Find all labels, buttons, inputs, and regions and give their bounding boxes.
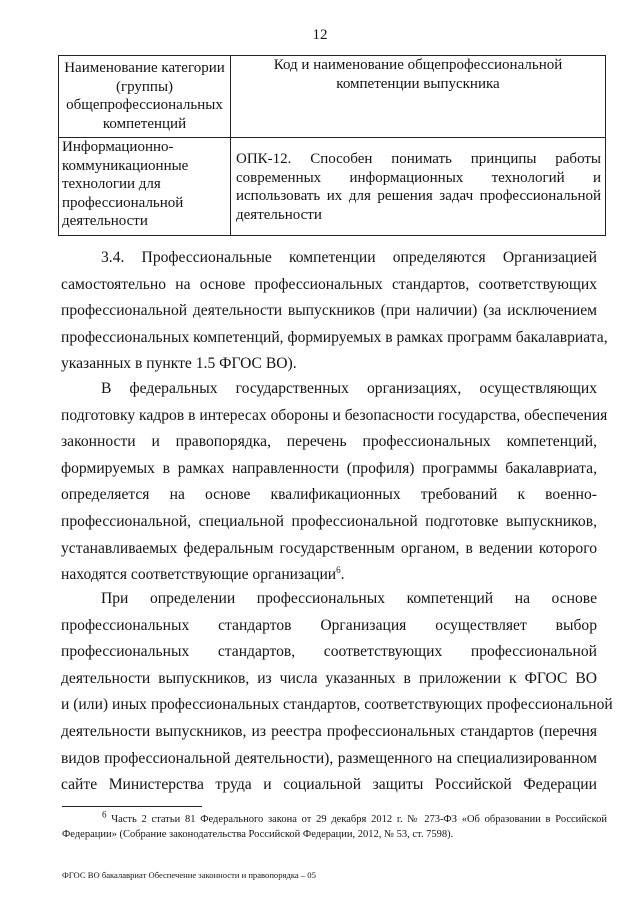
text-line: В федеральных государственных организациях, осуществляющих — [101, 380, 597, 397]
page-number: 12 — [312, 27, 328, 43]
table-header-row — [59, 56, 606, 138]
text-line: профессиональных компетенций, формируемых в рамках программ бакалавриата, — [61, 328, 608, 346]
text-line: деятельности выпускников, из реестра профессиональных стандартов (перечня — [61, 722, 597, 740]
text-line: профессиональных стандартов, соответствующих профессиональной — [61, 643, 597, 661]
text-line: деятельности выпускников, из числа указанных в приложении к ФГОС ВО — [61, 669, 597, 687]
text-line: и (или) иных профессиональных стандартов, соответствующих профессиональной — [61, 696, 613, 714]
footnote-line: Федерации» (Собрание законодательства Российской Федерации, 2012, № 53, ст. 7598). — [62, 828, 454, 840]
table-cell-competence: ОПК-12. Способен понимать принципы работы современных информационных технологий и использовать их для решения задач профессиональной деятельности — [231, 138, 606, 236]
text-line: профессиональных стандартов Организация осуществляет выбор — [61, 616, 597, 634]
text-line: устанавливаемых федеральным государственным органом, в ведении которого — [61, 539, 597, 557]
text-line: формируемых в рамках направленности (профиля) программы бакалавриата, — [61, 459, 597, 477]
text-line: При определении профессиональных компетенций на основе — [101, 590, 597, 607]
text-line: самостоятельно на основе профессиональных стандартов, соответствующих — [61, 275, 597, 293]
footnote-text: Часть 2 статьи 81 Федерального закона от 29 декабря 2012 г. № 273-ФЗ «Об образовании в Российской — [111, 814, 608, 825]
text-line: профессиональной деятельности выпускников (при наличии) (за исключением — [61, 302, 597, 320]
table-header-competence: Код и наименование общепрофессиональной компетенции выпускника — [231, 56, 606, 138]
footnote-marker: 6 — [102, 809, 107, 820]
footnote-separator — [62, 806, 202, 807]
paragraph-federal-organizations — [61, 376, 608, 589]
text-line — [61, 562, 597, 589]
footnote-line — [62, 809, 608, 828]
competencies-table — [58, 55, 606, 236]
document-footer: ФГОС ВО бакалавриат Обеспечение законности и правопорядка – 05 — [62, 870, 316, 880]
footnote-reference[interactable]: 6 — [336, 564, 341, 575]
table-row — [59, 138, 606, 236]
text-line: законности и правопорядка, перечень профессиональных компетенций, — [61, 433, 597, 451]
footnote — [62, 809, 608, 842]
text-line: подготовку кадров в интересах обороны и безопасности государства, обеспечения — [61, 406, 608, 424]
table-cell-category: Информационно-коммуникационные технологии для профессиональной деятельности — [59, 138, 231, 236]
text-line: сайте Министерства труда и социальной защиты Российской Федерации — [61, 776, 597, 794]
text-fragment: . — [340, 566, 345, 584]
text-line: определяется на основе квалификационных требований к военно- — [61, 486, 597, 504]
paragraph-3-4 — [61, 245, 608, 378]
text-line: профессиональной, специальной профессиональной подготовке выпускников, — [61, 512, 597, 530]
text-line: видов профессиональной деятельности), размещенного на специализированном — [61, 749, 597, 767]
paragraph-professional-standards — [61, 586, 613, 799]
text-line: указанных в пункте 1.5 ФГОС ВО). — [61, 355, 297, 373]
text-fragment: находятся соответствующие организации — [61, 566, 337, 584]
table-header-category: Наименование категории (группы) общепрофессиональных компетенций — [59, 56, 231, 138]
text-line: 3.4. Профессиональные компетенции определяются Организацией — [101, 249, 597, 266]
